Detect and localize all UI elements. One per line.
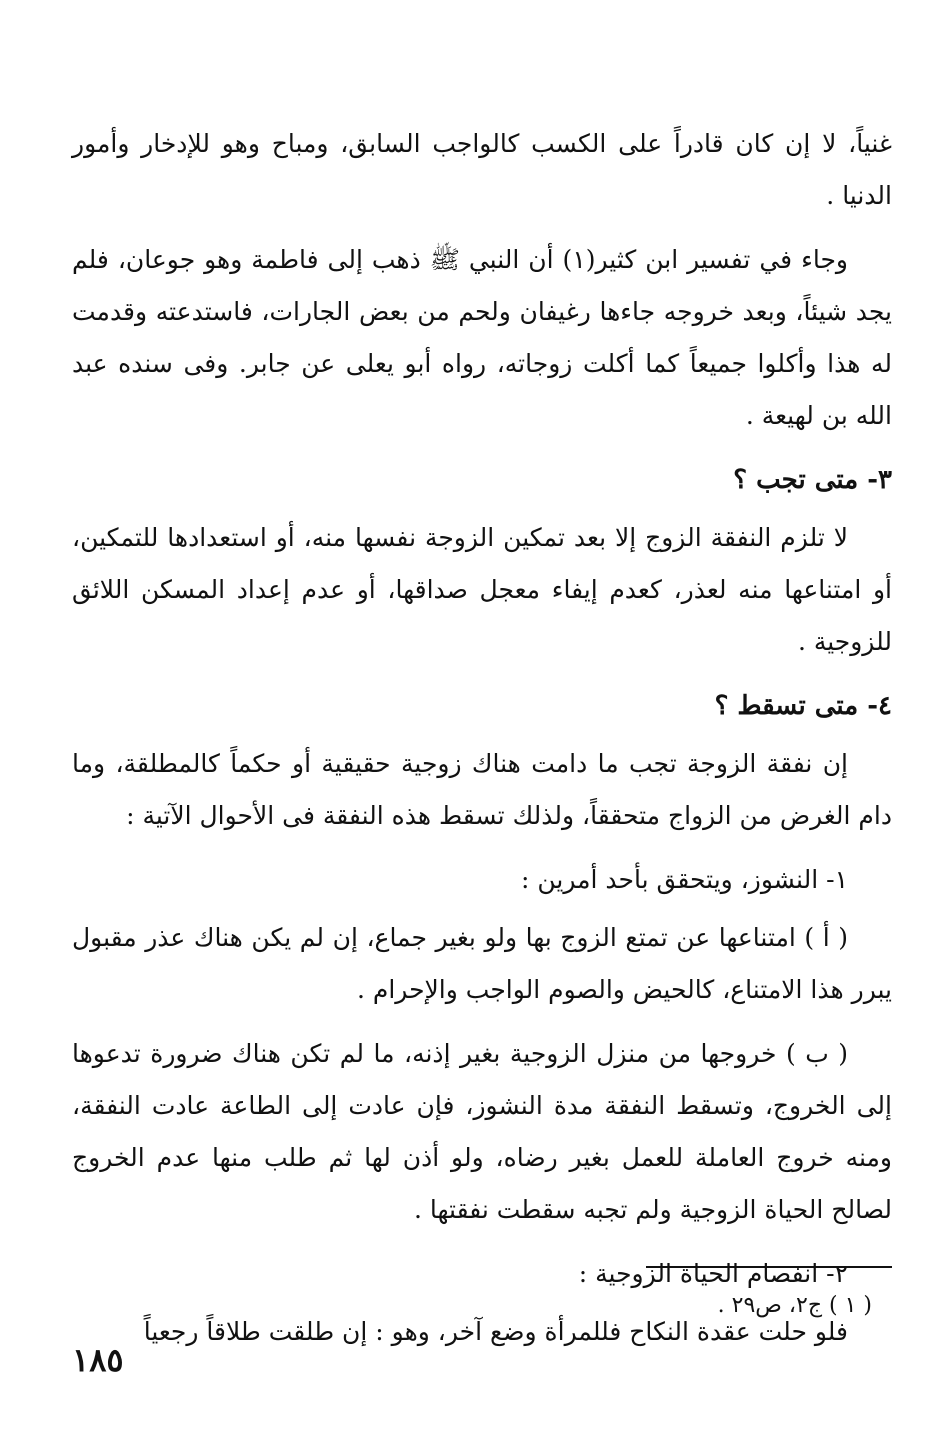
paragraph-1: غنياً، لا إن كان قادراً على الكسب كالواجب السابق، ومباح وهو للإدخار وأمور الدنيا . bbox=[72, 129, 892, 210]
paragraph-4: إن نفقة الزوجة تجب ما دامت هناك زوجية حقيقية أو حكماً كالمطلقة، وما دام الغرض من الزواج متحققاً، ولذلك تسقط هذه النفقة فى الأحوال الآتية : bbox=[72, 749, 892, 830]
section-heading-3: ٣- متى تجب ؟ bbox=[733, 465, 892, 495]
paragraph-2: وجاء في تفسير ابن كثير(١) أن النبي ﷺ ذهب إلى فاطمة وهو جوعان، فلم يجد شيئاً، وبعد خروجه جاءها رغيفان ولحم من بعض الجارات، فاستدعته وقدمت له هذا وأكلوا جميعاً كما أكلت زوجاته، رواه أبو يعلى عن جابر. وفى سنده عبد الله بن لهيعة . bbox=[72, 245, 892, 430]
paragraph-5: فلو حلت عقدة النكاح فللمرأة وضع آخر، وهو : إن طلقت طلاقاً رجعياً bbox=[143, 1317, 848, 1346]
page-body bbox=[72, 118, 892, 1370]
list-subitem-a: ( أ ) امتناعها عن تمتع الزوج بها ولو بغير جماع، إن لم يكن هناك عذر مقبول يبرر هذا الامتناع، كالحيض والصوم الواجب والإحرام . bbox=[72, 923, 892, 1004]
footnote-divider bbox=[646, 1266, 892, 1268]
list-item-2: ٢- انفصام الحياة الزوجية : bbox=[578, 1259, 848, 1288]
footnote: ( ١ ) ج٢، ص٢٩ . bbox=[717, 1293, 872, 1318]
paragraph-3: لا تلزم النفقة الزوج إلا بعد تمكين الزوجة نفسها منه، أو استعدادها للتمكين، أو امتناعها منه لعذر، كعدم إيفاء معجل صداقها، أو عدم إعداد المسكن اللائق للزوجية . bbox=[72, 523, 892, 656]
section-heading-4: ٤- متى تسقط ؟ bbox=[714, 691, 892, 721]
list-item-1: ١- النشوز، ويتحقق بأحد أمرين : bbox=[521, 865, 848, 894]
page-number: ١٨٥ bbox=[72, 1341, 124, 1379]
list-subitem-b: ( ب ) خروجها من منزل الزوجية بغير إذنه، ما لم تكن هناك ضرورة تدعوها إلى الخروج، وتسقط النفقة مدة النشوز، فإن عادت إلى الطاعة عادت النفقة، ومنه خروج العاملة للعمل بغير رضاه، ولو أذن لها ثم طلب منها عدم الخروج لصالح الحياة الزوجية ولم تجبه سقطت نفقتها . bbox=[72, 1039, 892, 1224]
